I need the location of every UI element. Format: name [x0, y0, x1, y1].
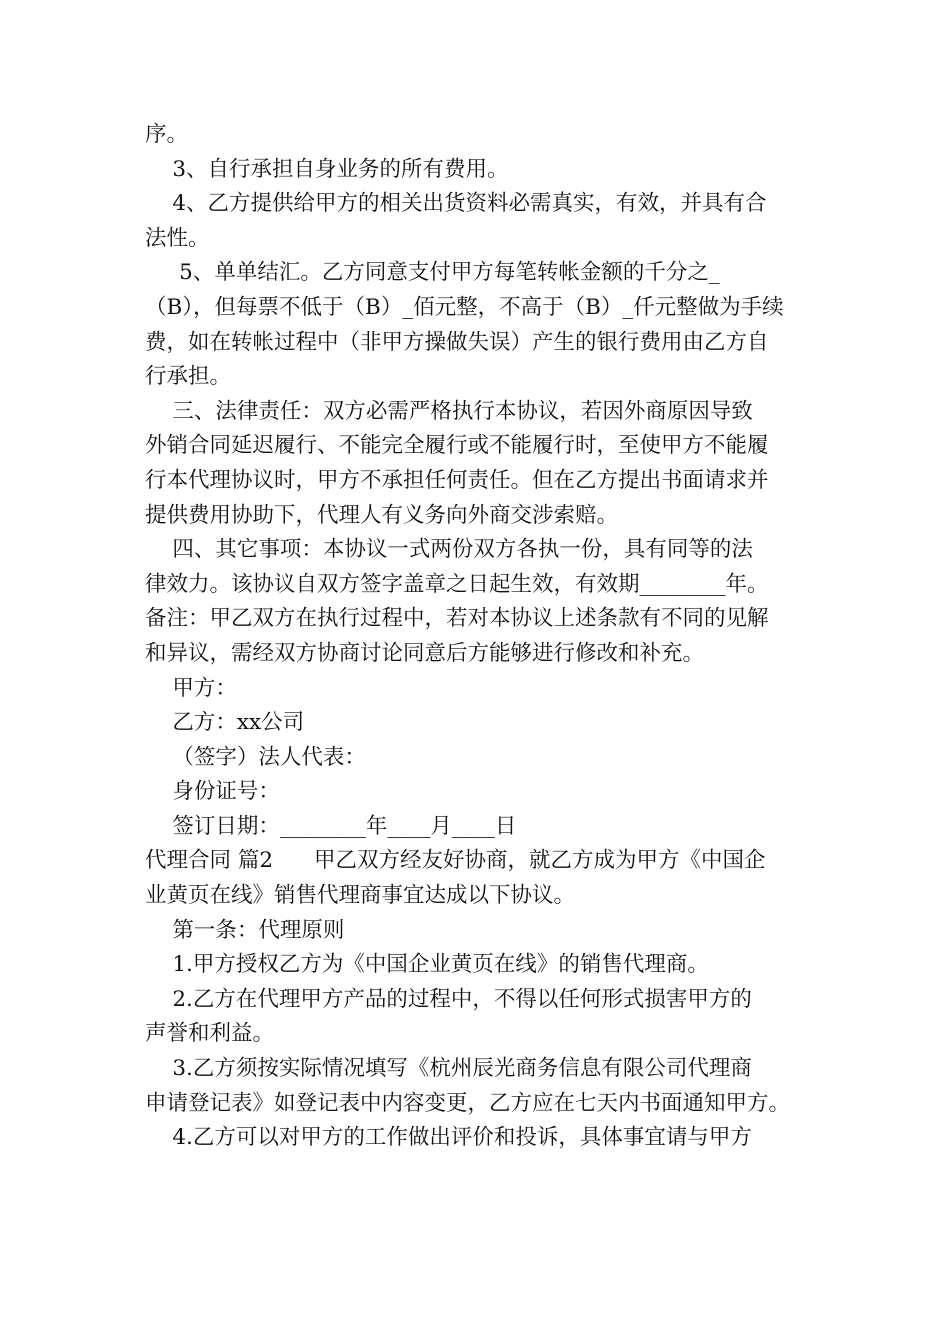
text-line: 5、单单结汇。乙方同意支付甲方每笔转帐金额的千分之_	[145, 260, 720, 286]
text-line: 提供费用协助下，代理人有义务向外商交涉索赔。	[145, 502, 619, 528]
text-line: 3、自行承担自身业务的所有费用。	[145, 156, 509, 182]
text-line: 代理合同 篇2 甲乙双方经友好协商，就乙方成为甲方《中国企	[145, 848, 766, 874]
text-line: 行本代理协议时，甲方不承担任何责任。但在乙方提出书面请求并	[145, 467, 769, 493]
text-line: 4.乙方可以对甲方的工作做出评价和投诉，具体事宜请与甲方	[145, 1125, 752, 1151]
text-line: （B），但每票不低于（B）_佰元整，不高于（B）_仟元整做为手续	[145, 294, 784, 320]
text-line: 业黄页在线》销售代理商事宜达成以下协议。	[145, 883, 576, 909]
text-line: 四、其它事项：本协议一式两份双方各执一份，具有同等的法	[145, 537, 753, 563]
text-line: 4、乙方提供给甲方的相关出货资料必需真实，有效，并具有合	[145, 191, 767, 217]
text-line: 三、法律责任：双方必需严格执行本协议，若因外商原因导致	[145, 398, 753, 424]
text-line: 行承担。	[145, 364, 232, 390]
text-line: 申请登记表》如登记表中内容变更，乙方应在七天内书面通知甲方。	[145, 1090, 791, 1116]
text-line: 备注：甲乙双方在执行过程中，若对本协议上述条款有不同的见解	[145, 606, 769, 632]
text-line: 律效力。该协议自双方签字盖章之日起生效，有效期________年。	[145, 571, 769, 597]
text-line: 3.乙方须按实际情况填写《杭州辰光商务信息有限公司代理商	[145, 1056, 752, 1082]
text-line: （签字）法人代表：	[145, 744, 366, 770]
text-line: 声誉和利益。	[145, 1021, 275, 1047]
text-line: 和异议，需经双方协商讨论同意后方能够进行修改和补充。	[145, 640, 705, 666]
text-line: 身份证号：	[145, 779, 280, 805]
text-line: 费，如在转帐过程中（非甲方操做失误）产生的银行费用由乙方自	[145, 329, 769, 355]
text-line: 乙方：xx公司	[145, 710, 305, 736]
text-line: 签订日期：________年____月____日	[145, 813, 517, 839]
text-line: 法性。	[145, 225, 210, 251]
text-line: 外销合同延迟履行、不能完全履行或不能履行时，至使甲方不能履	[145, 433, 769, 459]
text-line: 2.乙方在代理甲方产品的过程中，不得以任何形式损害甲方的	[145, 986, 752, 1012]
text-line: 第一条：代理原则	[145, 917, 345, 943]
document-body	[145, 118, 809, 1156]
text-line: 1.甲方授权乙方为《中国企业黄页在线》的销售代理商。	[145, 952, 709, 978]
text-line: 序。	[145, 122, 189, 147]
text-line: 甲方：	[145, 675, 237, 701]
